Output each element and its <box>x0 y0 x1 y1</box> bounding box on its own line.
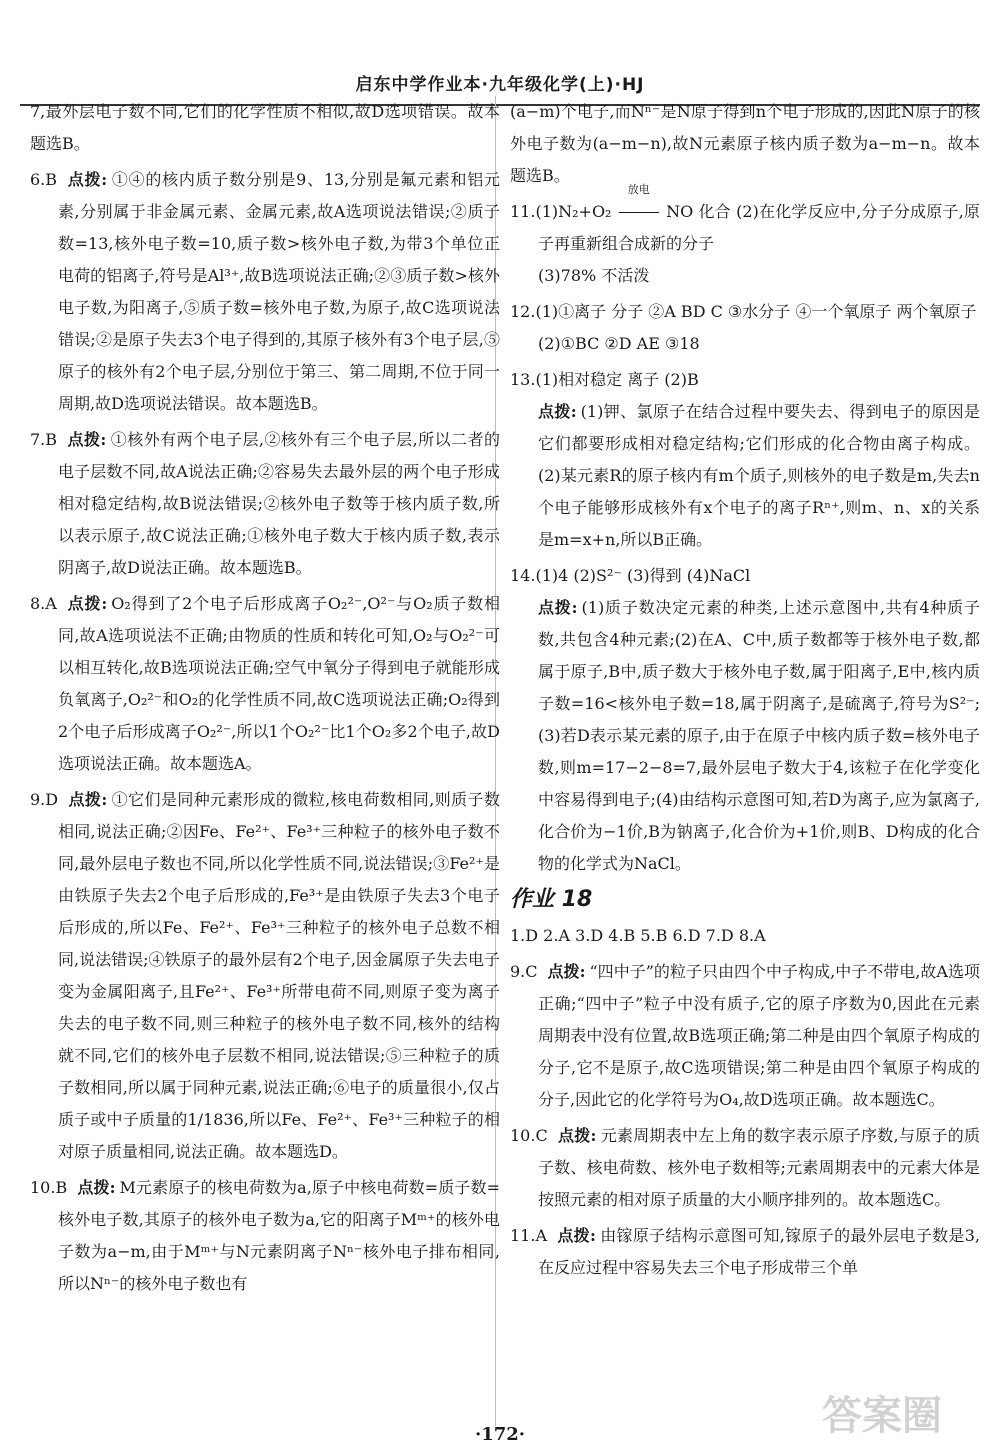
header-title: 启东中学作业本·九年级化学(上)·HJ <box>355 75 645 95</box>
answer-item-10: 10.B 点拨: M元素原子的核电荷数为a,原子中核电荷数=质子数=核外电子数,其原子的核外电子数为a,它的阳离子Mᵐ⁺的核外电子数为a−m,由于Mᵐ⁺与N元素阴离子Nⁿ⁻核外电子排布相同,所以Nⁿ⁻的核外电子数也有 <box>30 1178 500 1293</box>
page-number: ·172· <box>474 1424 526 1445</box>
answer-item-7: 7.B 点拨: ①核外有两个电子层,②核外有三个电子层,所以二者的电子层数不同,故A说法正确;②容易失去最外层的两个电子形成相对稳定结构,故B说法错误;②核外电子数等于核内质子数,所以表示原子,故C说法正确;①核外电子数大于核内质子数,表示阴离子,故D说法正确。故本题选B。 <box>30 430 500 577</box>
answer-item-12: 12.(1)①离子 分子 ②A BD C ③水分子 ④一个氧原子 两个氧原子 (2)①BC ②D AE ③18 <box>510 302 977 353</box>
reaction-condition: 放电 <box>617 196 661 228</box>
answer-item-6: 6.B 点拨: ①④的核内质子数分别是9、13,分别是氟元素和铝元素,分别属于非金属元素、金属元素,故A选项说法错误;②质子数=13,核外电子数=10,质子数>核外电子数,为带3个单位正电荷的铝离子,符号是Al³⁺,故B选项说法正确;②③质子数>核外电子数,为阳离子,⑤质子数=核外电子数,为原子,故C选项说法错误;②是原子失去3个电子得到的,其原子核外有3个电子层,⑤原子的核外有2个电子层,分别位于第三、第二周期,不位于同一周期,故D选项说法错误。故本题选B。 <box>30 170 500 413</box>
answer-item-13: 13.(1)相对稳定 离子 (2)B 点拨: (1)钾、氯原子在结合过程中要失去、得到电子的原因是它们都要形成相对稳定结构;它们形成的化合物由离子构成。(2)某元素R的原子核内有m个质子,则核外的电子数是m,失去n个电子能够形成核外有x个电子的离子Rⁿ⁺,则m、n、x的关系是m=x+n,所以B正确。 <box>510 370 980 549</box>
answer-item-9: 9.D 点拨: ①它们是同种元素形成的微粒,核电荷数相同,则质子数相同,说法正确;②因Fe、Fe²⁺、Fe³⁺三种粒子的核外电子数不同,最外层电子数也不同,所以化学性质不同,说法错误;③Fe²⁺是由铁原子失去2个电子后形成的,Fe³⁺是由铁原子失去3个电子后形成的,所以Fe、Fe²⁺、Fe³⁺三种粒子的核外电子总数不相同,说法错误;④铁原子的最外层有2个电子,因金属原子失去电子变为金属阳离子,且Fe²⁺、Fe³⁺所带电荷不同,则原子变为离子失去的电子数不同,则三种粒子的核外电子数不同,核外的结构就不同,它们的核外电子层数不相同,说法错误;⑤三种粒子的质子数相同,所以属于同种元素,说法正确;⑥电子的质量很小,仅占质子或中子质量的1/1836,所以Fe、Fe²⁺、Fe³⁺三种粒子的相对原子质量相同,说法正确。故本题选D。 <box>30 790 500 1161</box>
answer-item-9b: 9.C 点拨: “四中子”的粒子只由四个中子构成,中子不带电,故A选项正确;“四中子”粒子中没有质子,它的原子序数为0,因此在元素周期表中没有位置,故B选项正确;第二种是由四个氧原子构成的分子,它不是原子,故C选项错误;第二种是由四个氧原子构成的分子,因此它的化学符号为O₄,故D选项正确。故本题选C。 <box>510 962 980 1109</box>
answer-item-11b: 11.A 点拨: 由镓原子结构示意图可知,镓原子的最外层电子数是3,在反应过程中容易失去三个电子形成带三个单 <box>510 1226 980 1277</box>
section-heading: 作业 18 <box>510 887 593 912</box>
multiple-choice-answers: 1.D 2.A 3.D 4.B 5.B 6.D 7.D 8.A <box>510 926 766 945</box>
continued-text: 7,最外层电子数不同,它们的化学性质不相似,故D选项错误。故本题选B。 <box>30 102 500 153</box>
answer-item-8: 8.A 点拨: O₂得到了2个电子后形成离子O₂²⁻,O²⁻与O₂质子数相同,故A选项说法不正确;由物质的性质和转化可知,O₂与O₂²⁻可以相互转化,故B选项说法正确;空气中氧分子得到电子就能形成负氧离子,O₂²⁻和O₂的化学性质不同,故C选项说法正确;O₂得到2个电子后形成离子O₂²⁻,所以1个O₂²⁻比1个O₂多2个电子,故D选项说法正确。故本题选A。 <box>30 594 500 773</box>
answer-item-11: 11.(1)N₂+O₂ 放电 NO 化合 (2)在化学反应中,分子分成原子,原子再重新组合成新的分子 (3)78% 不活泼 <box>510 183 980 285</box>
continued-text-right: (a−m)个电子,而Nⁿ⁻是N原子得到n个电子形成的,因此N原子的核外电子数为(a−m−n),故N元素原子核内质子数为a−m−n。故本题选B。 <box>510 102 980 185</box>
answer-item-14: 14.(1)4 (2)S²⁻ (3)得到 (4)NaCl 点拨: (1)质子数决定元素的种类,上述示意图中,共有4种质子数,共包含4种元素;(2)在A、C中,质子数都等于核外电子数,都属于原子,B中,质子数大于核外电子数,属于阳离子,E中,核内质子数=16<核外电子数=18,属于阴离子,是硫离子,符号为S²⁻;(3)若D表示某元素的原子,由于在原子中核内质子数=核外电子数,则m=17−2−8=7,最外层电子数大于4,该粒子在化学变化中容易得到电子;(4)由结构示意图可知,若D为离子,应为氯离子,化合价为−1价,B为钠离子,化合价为+1价,则B、D构成的化合物的化学式为NaCl。 <box>510 566 980 873</box>
reaction-arrow <box>619 212 659 213</box>
answer-item-10b: 10.C 点拨: 元素周期表中左上角的数字表示原子序数,与原子的质子数、核电荷数、核外电子数相等;元素周期表中的元素大体是按照元素的相对原子质量的大小顺序排列的。故本题选C。 <box>510 1126 980 1209</box>
right-column <box>510 96 980 1288</box>
page-header <box>0 18 1000 95</box>
left-column <box>30 96 500 1304</box>
watermark-logo: 答案圈 <box>822 1393 942 1439</box>
